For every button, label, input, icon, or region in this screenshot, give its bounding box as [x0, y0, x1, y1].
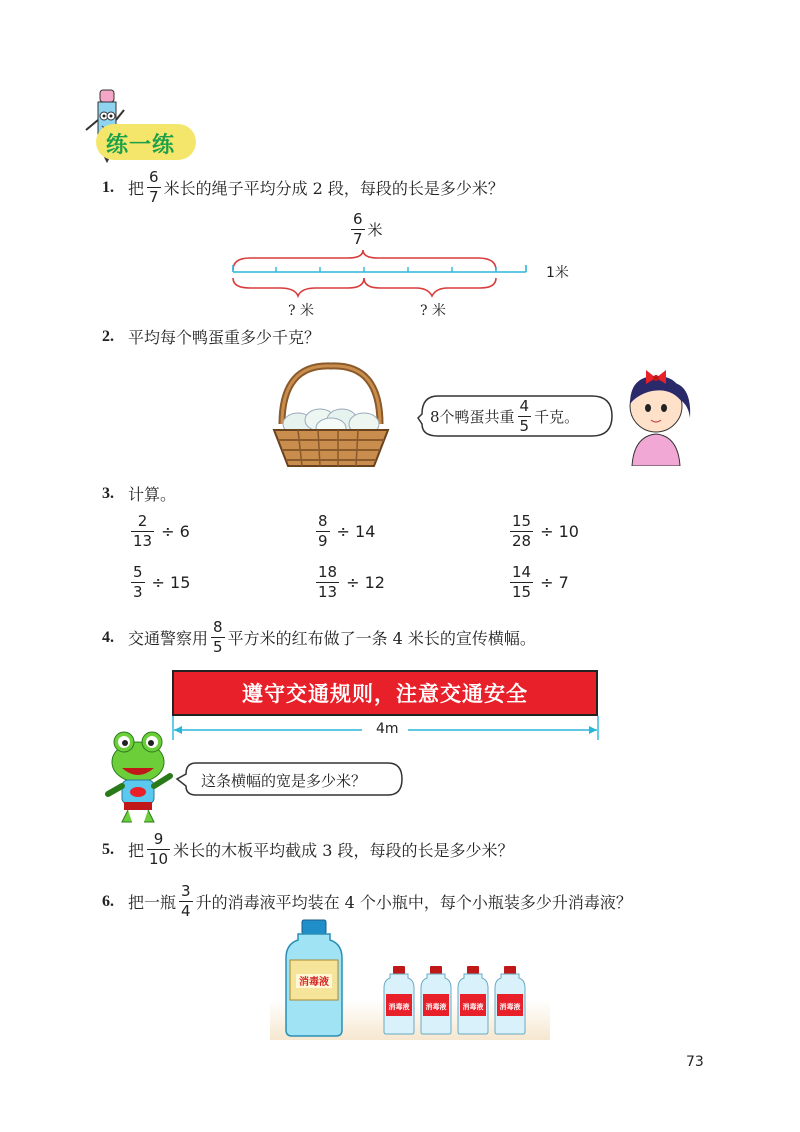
svg-text:消毒液: 消毒液: [499, 1003, 521, 1011]
question-number: 2.: [102, 327, 114, 345]
svg-text:消毒液: 消毒液: [462, 1003, 484, 1011]
question-4: [102, 620, 536, 655]
question-text: 把: [128, 841, 145, 860]
fraction: $\frac{8}{5}$: [213, 618, 223, 656]
question-1: [102, 170, 504, 205]
diagram-top-label: $\frac{6}{7}$ 米: [353, 210, 383, 248]
question-number: 3.: [102, 484, 114, 502]
speech-bubble-text: 这条横幅的宽是多少米？: [201, 771, 367, 790]
small-disinfectant-bottle-1: [382, 964, 416, 1036]
girl-character-illustration: [618, 362, 698, 466]
calc-item-1: $\frac{2}{13}$ ÷ 6: [133, 512, 190, 550]
question-text: 把一瓶: [128, 893, 177, 912]
frog-character-illustration: [100, 728, 176, 824]
question-text: 平均每个鸭蛋重多少千克？: [128, 328, 321, 347]
question-5: [102, 832, 513, 867]
ruler-end-label: 1米: [546, 265, 569, 281]
question-number: 6.: [102, 892, 114, 910]
speech-bubble-text: 8个鸭蛋共重 $\frac{4}{5}$ 千克。: [430, 396, 580, 435]
calc-item-6: $\frac{14}{15}$ ÷ 7: [512, 563, 569, 601]
question-number: 5.: [102, 840, 114, 858]
question-text: 计算。: [128, 485, 177, 504]
large-disinfectant-bottle: [282, 918, 346, 1038]
question-text: 把: [128, 179, 145, 198]
question-2: [102, 325, 320, 348]
ruler-bracket-graphic: [220, 210, 580, 320]
question-number: 4.: [102, 628, 114, 646]
question-text: 交通警察用: [128, 629, 209, 648]
small-disinfectant-bottle-2: [419, 964, 453, 1036]
question-text: 米长的木板平均截成 3 段，每段的长是多少米？: [173, 841, 514, 860]
fraction: $\frac{3}{4}$: [181, 882, 191, 920]
svg-text:消毒液: 消毒液: [425, 1003, 447, 1011]
page-number: 73: [686, 1054, 704, 1070]
question-text: 平方米的红布做了一条 4 米长的宣传横幅。: [227, 629, 536, 648]
small-disinfectant-bottle-3: [456, 964, 490, 1036]
question-number: 1.: [102, 178, 114, 196]
question-6: [102, 884, 632, 919]
traffic-banner: 遵守交通规则，注意交通安全: [172, 670, 598, 716]
rope-diagram: [220, 210, 580, 320]
part-label-1: ? 米: [288, 303, 314, 319]
header-title: 练一练: [106, 133, 176, 158]
question-3: [102, 482, 176, 505]
fraction: $\frac{9}{10}$: [149, 830, 169, 868]
question-text: 米长的绳子平均分成 2 段，每段的长是多少米？: [163, 179, 504, 198]
calc-item-3: $\frac{15}{28}$ ÷ 10: [512, 512, 579, 550]
calc-item-2: $\frac{8}{9}$ ÷ 14: [318, 512, 376, 550]
question-text: 升的消毒液平均装在 4 个小瓶中，每个小瓶装多少升消毒液？: [195, 893, 632, 912]
section-header: [78, 86, 198, 166]
part-label-2: ? 米: [420, 303, 446, 319]
egg-basket-illustration: [268, 362, 394, 472]
banner-length-label: 4m: [376, 721, 399, 737]
small-disinfectant-bottle-4: [493, 964, 527, 1036]
svg-text:消毒液: 消毒液: [388, 1003, 410, 1011]
calc-item-5: $\frac{18}{13}$ ÷ 12: [318, 563, 385, 601]
calc-item-4: $\frac{5}{3}$ ÷ 15: [133, 563, 191, 601]
svg-text:消毒液: 消毒液: [299, 977, 329, 988]
fraction: $\frac{6}{7}$: [149, 168, 159, 206]
